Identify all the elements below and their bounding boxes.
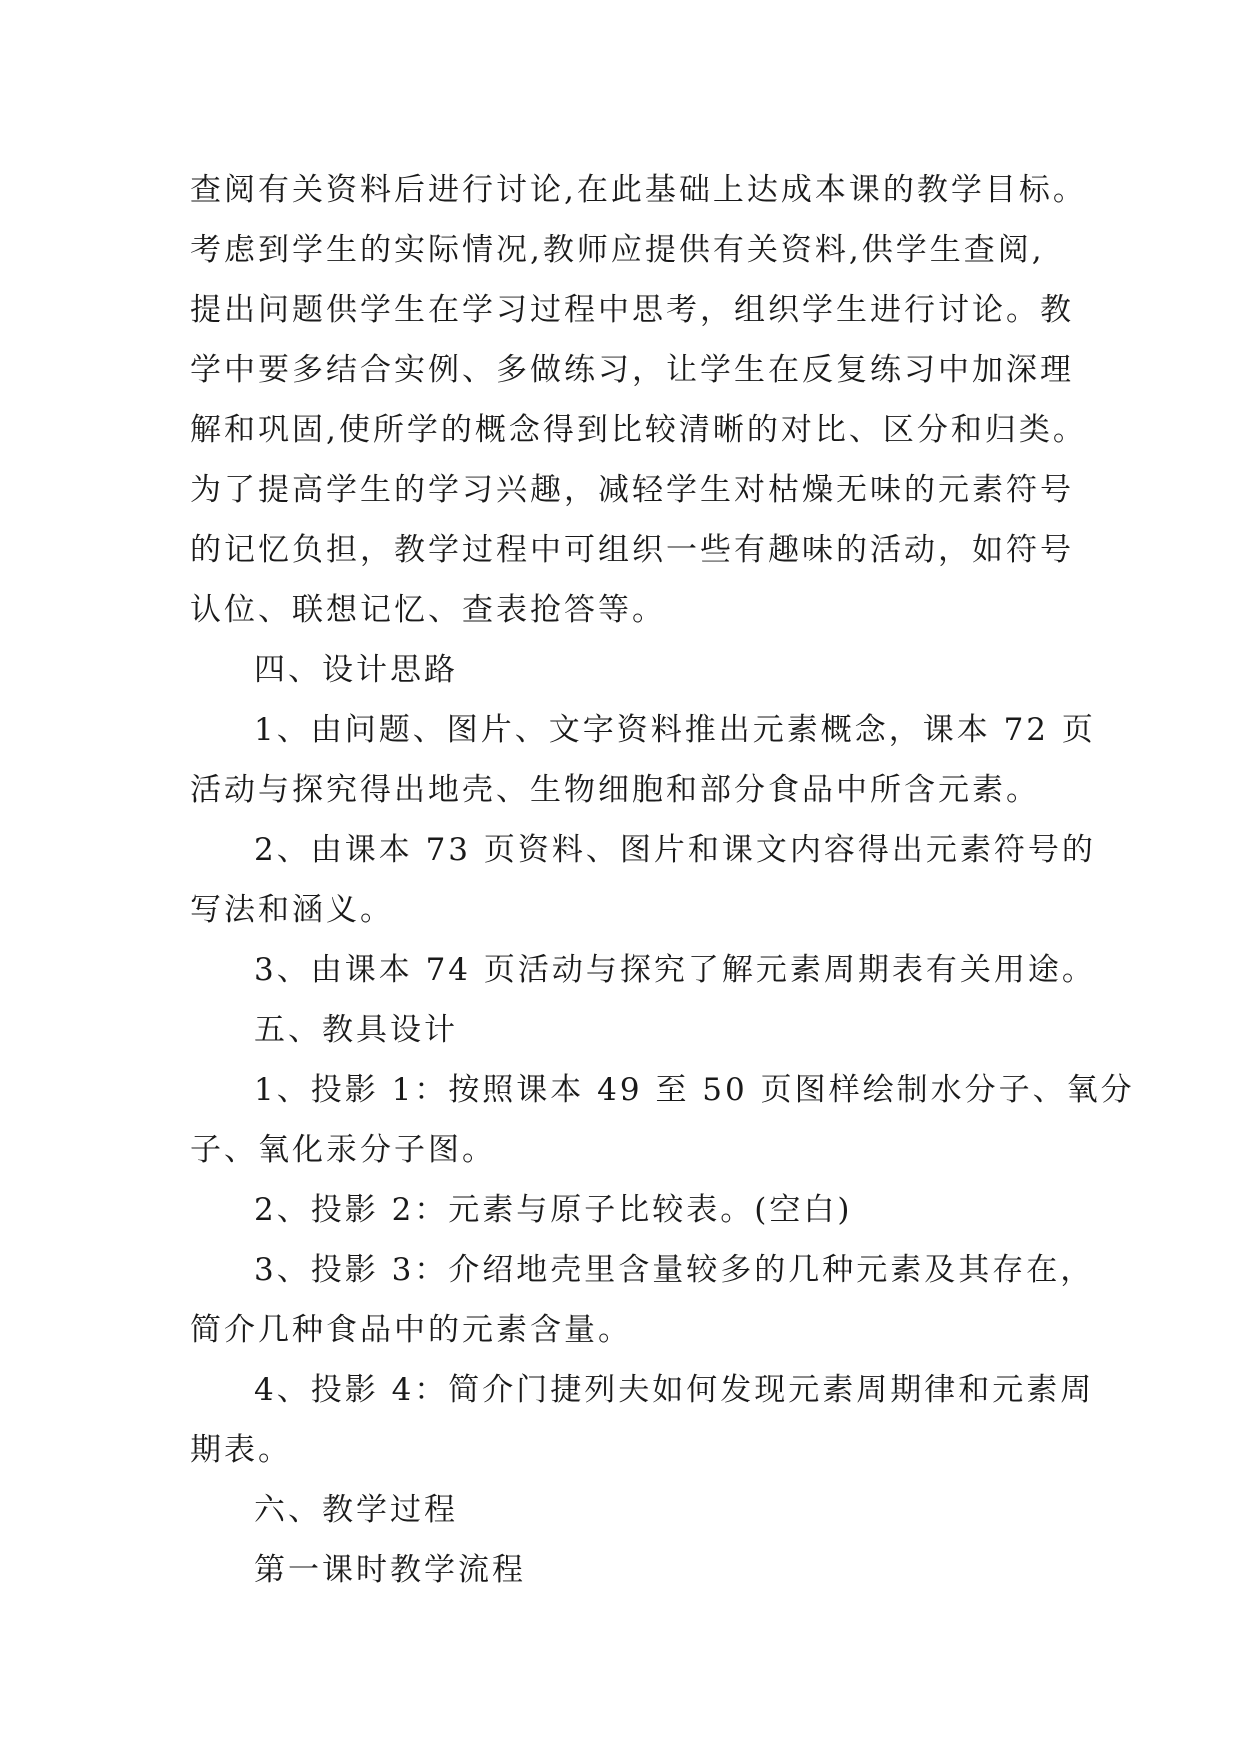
subheading-first-lesson: 第一课时教学流程 <box>254 1552 526 1588</box>
text-line: 学中要多结合实例、多做练习，让学生在反复练习中加深理 <box>190 352 1074 388</box>
document-body <box>190 160 1135 1600</box>
list-item-start: 2、投影 2：元素与原子比较表。(空白) <box>254 1192 853 1228</box>
text-line: 活动与探究得出地壳、生物细胞和部分食品中所含元素。 <box>190 772 1040 808</box>
text-line: 提出问题供学生在学习过程中思考，组织学生进行讨论。教 <box>190 292 1074 328</box>
text-line: 的记忆负担，教学过程中可组织一些有趣味的活动，如符号 <box>190 532 1074 568</box>
section-heading-teaching-aids: 五、教具设计 <box>254 1012 458 1048</box>
list-item-start: 1、由问题、图片、文字资料推出元素概念，课本 72 页 <box>254 712 1096 748</box>
text-line: 简介几种食品中的元素含量。 <box>190 1312 632 1348</box>
text-line: 解和巩固,使所学的概念得到比较清晰的对比、区分和归类。 <box>190 412 1087 448</box>
text-line: 查阅有关资料后进行讨论,在此基础上达成本课的教学目标。 <box>190 172 1087 208</box>
list-item-start: 1、投影 1：按照课本 49 至 50 页图样绘制水分子、氧分 <box>254 1072 1135 1108</box>
list-item-start: 4、投影 4：简介门捷列夫如何发现元素周期律和元素周 <box>254 1372 1095 1408</box>
text-line: 写法和涵义。 <box>190 892 394 928</box>
list-item-start: 3、由课本 74 页活动与探究了解元素周期表有关用途。 <box>254 952 1096 988</box>
text-line: 子、氧化汞分子图。 <box>190 1132 496 1168</box>
text-line: 考虑到学生的实际情况,教师应提供有关资料,供学生查阅, <box>190 232 1045 268</box>
text-line: 认位、联想记忆、查表抢答等。 <box>190 592 666 628</box>
section-heading-design-ideas: 四、设计思路 <box>254 652 458 688</box>
text-line: 期表。 <box>190 1432 292 1468</box>
list-item-start: 2、由课本 73 页资料、图片和课文内容得出元素符号的 <box>254 832 1096 868</box>
list-item-start: 3、投影 3：介绍地壳里含量较多的几种元素及其存在， <box>254 1252 1095 1288</box>
text-line: 为了提高学生的学习兴趣，减轻学生对枯燥无味的元素符号 <box>190 472 1074 508</box>
section-heading-teaching-process: 六、教学过程 <box>254 1492 458 1528</box>
